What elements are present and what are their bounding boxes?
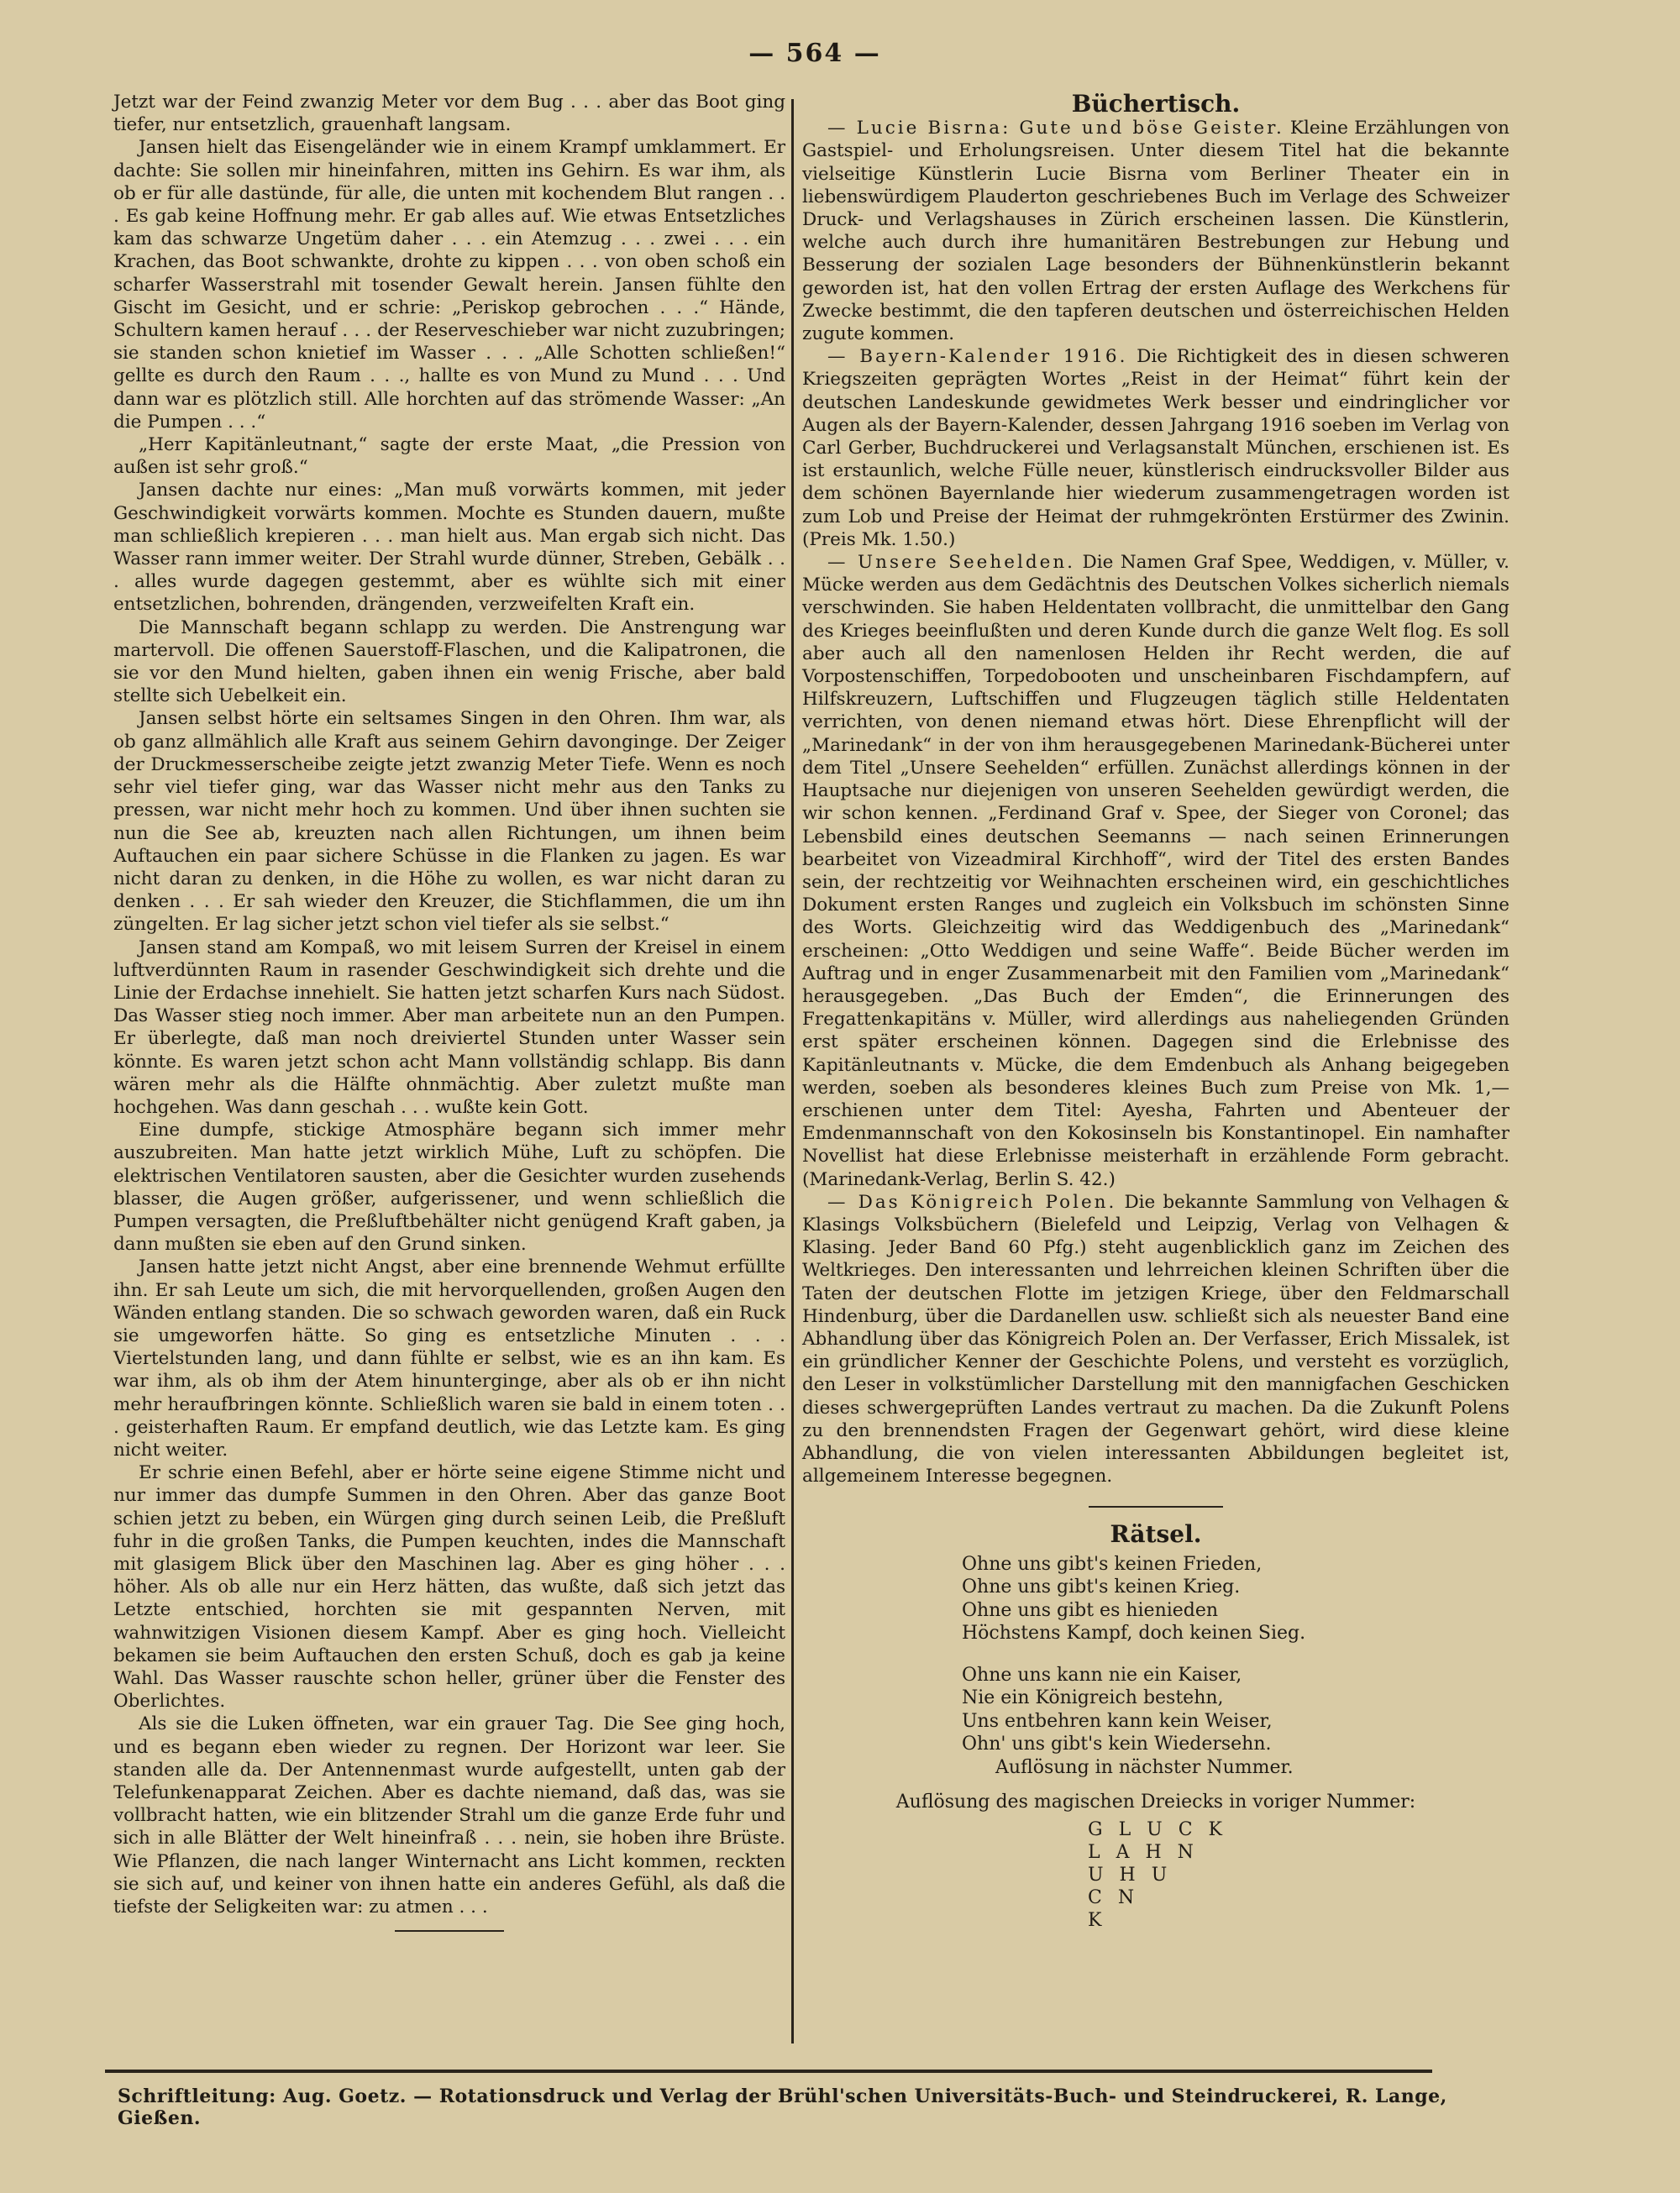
riddle-title: Rätsel. xyxy=(1110,1520,1202,1549)
story-paragraph: „Herr Kapitänleutnant,“ sagte der erste Maat, „die Pression von außen ist sehr groß.“ xyxy=(113,434,785,479)
triangle-row: L A H N xyxy=(1088,1842,1199,1864)
column-divider xyxy=(791,99,794,2043)
book-review-text: Die Namen Graf Spee, Weddigen, v. Müller, v. Mücke werden aus dem Gedächtnis des Deutschen Volkes sicherlich niemals verschwinden. Sie haben Heldentaten vollbracht, die unmittelbar den Gang des Krieges beeinflußten und deren Kunde durch die ganze Welt flog. Es soll aber auch all den namenlosen Helden ihr Recht werden, die auf Vorpostenschiffen, Torpedobooten und unscheinbaren Fischdampfern, auf Hilfskreuzern, Luftschiffen und Flugzeugen täglich stille Heldentaten verrichten, von denen niemand etwas hört. Diese Ehrenpflicht will der „Marinedank“ in der von ihm herausgegebenen Marinedank-Bücherei unter dem Titel „Unsere Seehelden“ erfüllen. Zunächst allerdings können in der Hauptsache nur diejenigen von unseren Seehelden gewürdigt werden, die wir schon kennen. „Ferdinand Graf v. Spee, der Sieger von Coronel; das Lebensbild eines deutschen Seemanns — nach seinen Erinnerungen bearbeitet von Vizeadmiral Kirchhoff“, wird der Titel des ersten Bandes sein, der rechtzeitig vor Weihnachten erscheinen wird, ein geschichtliches Dokument ersten Ranges und zugleich ein Volksbuch im schönsten Sinne des Worts. Gleichzeitig wird das Weddigenbuch des „Marinedank“ erscheinen: „Otto Weddigen und seine Waffe“. Beide Bücher werden im Auftrag und in enger Zusammenarbeit mit den Familien vom „Marinedank“ herausgegeben. „Das Buch der Emden“, die Erinnerungen des Fregattenkapitäns v. Müller, wird allerdings aus naheliegenden Gründen erst später erscheinen können. Dagegen sind die Erlebnisse des Kapitänleutnants v. Mücke, die dem Emdenbuch als Anhang beigegeben werden, soeben als besonderes kleines Buch zum Preise von Mk. 1,— erschienen unter dem Titel: Ayesha, Fahrten und Abenteuer der Emdenmannschaft von den Kokosinseln bis Konstantinopel. Ein namhafter Novellist hat diese Erlebnisse meisterhaft in erzählende Form gebracht. (Marinedank-Verlag, Berlin S. 42.) xyxy=(802,552,1510,1190)
story-end-rule xyxy=(395,1930,504,1932)
page-number: — 564 — xyxy=(748,39,881,68)
triangle-row: K xyxy=(1088,1910,1107,1932)
story-paragraph: Jetzt war der Feind zwanzig Meter vor dem Bug . . . aber das Boot ging tiefer, nur entsetzlich, grauenhaft langsam. xyxy=(113,92,785,136)
poem-line: Ohn' uns gibt's kein Wiedersehn. xyxy=(962,1734,1272,1755)
book-review xyxy=(802,345,1509,551)
footer-rule xyxy=(105,2070,1432,2073)
story-paragraph: Jansen dachte nur eines: „Man muß vorwärts kommen, mit jeder Geschwindigkeit vorwärts kommen. Mochte es Stunden dauern, mußte man schließlich krepieren . . . man hielt aus. Man ergab sich nicht. Das Wasser rann immer weiter. Der Strahl wurde dünner, Streben, Gebälk . . . alles wurde dagegen gestemmt, aber es wühlte sich mit einer entsetzlichen, bohrenden, drängenden, verzweifelten Kraft ein. xyxy=(113,480,785,616)
triangle-row: U H U xyxy=(1088,1865,1173,1886)
triangle-row: G L U C K xyxy=(1088,1819,1227,1841)
triangle-row: C N xyxy=(1088,1887,1140,1909)
book-review-lead: — Bayern-Kalender 1916. xyxy=(827,346,1128,368)
riddle-poem xyxy=(962,1553,1509,1780)
story-paragraph: Die Mannschaft begann schlapp zu werden. Die Anstrengung war martervoll. Die offenen Sauerstoff-Flaschen, und die Kalipatronen, die sie vor den Mund hielten, gaben ihnen ein wenig Frische, aber bald stellte sich Uebelkeit ein. xyxy=(113,616,785,707)
book-review xyxy=(802,1191,1509,1488)
book-review-lead: — Unsere Seehelden. xyxy=(827,552,1076,574)
poem-line: Ohne uns gibt's keinen Krieg. xyxy=(962,1577,1241,1598)
poem-line: Ohne uns kann nie ein Kaiser, xyxy=(962,1664,1242,1686)
story-paragraph: Jansen hielt das Eisengeländer wie in einem Krampf umklammert. Er dachte: Sie sollen mir hineinfahren, mitten ins Gehirn. Es war ihm, als ob er für alle dastünde, für alle, die unten mit kochendem Blut rangen . . . Es gab keine Hoffnung mehr. Er gab alles auf. Wie etwas Entsetzliches kam das schwarze Ungetüm daher . . . ein Atemzug . . . zwei . . . ein Krachen, das Boot schwankte, drohte zu kippen . . . von oben schoß ein scharfer Wasserstrahl mit tosender Gewalt herein. Jansen fühlte den Gischt im Gesicht, und er schrie: „Periskop gebrochen . . .“ Hände, Schultern kamen herauf . . . der Reserveschieber war nicht zuzubringen; sie standen schon knietief im Wasser . . . „Alle Schotten schließen!“ gellte es durch den Raum . . ., hallte es von Mund zu Mund . . . Und dann war es plötzlich still. Alle horchten auf das strömende Wasser: „An die Pumpen . . .“ xyxy=(113,137,785,433)
story-paragraph: Eine dumpfe, stickige Atmosphäre begann sich immer mehr auszubreiten. Man hatte jetzt wirklich Mühe, Luft zu schöpfen. Die elektrischen Ventilatoren sausten, aber die Gesichter wurden zusehends blasser, die Augen größer, aufgerissener, und wenn schließlich die Pumpen versagten, die Preßluftbehälter nicht genügend Kraft gaben, ja dann mußten sie eben auf den Grund sinken. xyxy=(113,1120,785,1256)
book-review-lead: — Das Königreich Polen. xyxy=(827,1191,1117,1213)
poem-line: Ohne uns gibt es hienieden xyxy=(962,1599,1219,1621)
book-review-text: Die bekannte Sammlung von Velhagen & Klasings Volksbüchern (Bielefeld und Leipzig, Verlag von Velhagen & Klasing. Jeder Band 60 Pfg.) steht augenblicklich ganz im Zeichen des Weltkrieges. Den interessanten und lehrreichen kleinen Schriften über die Taten der deutschen Flotte im jetzigen Kriege, über den Feldmarschall Hindenburg, über die Dardanellen usw. schließt sich als neuester Band eine Abhandlung über das Königreich Polen an. Der Verfasser, Erich Missalek, ist ein gründlicher Kenner der Geschichte Polens, und versteht es vorzüglich, den Leser in volkstümlicher Darstellung mit den mannigfachen Geschicken dieses schwergeprüften Landes vertraut zu machen. Da die Zukunft Polens zu den brennendsten Fragen der Gegenwart gehört, wird diese kleine Abhandlung, die von vielen interessanten Abbildungen begleitet ist, allgemeinem Interesse begegnen. xyxy=(802,1191,1509,1487)
book-review xyxy=(802,551,1509,1191)
story-paragraph: Als sie die Luken öffneten, war ein grauer Tag. Die See ging hoch, und es begann eben wieder zu regnen. Der Horizont war leer. Sie standen alle da. Der Antennenmast wurde aufgestellt, unten gab der Telefunkenapparat Zeichen. Aber es dachte niemand, daß das, was sie vollbracht hatten, wie ein blitzender Strahl um die ganze Erde fuhr und sich in alle Blätter der Welt hineinfraß . . . nein, sie hoben ihre Brüste. Wie Pflanzen, die nach langer Winternacht ans Licht kommen, reckten sie sich auf, und keiner von ihnen hatte ein anderes Gefühl, als daß die tiefste der Seligkeiten war: zu atmen . . . xyxy=(113,1713,785,1918)
books-column xyxy=(802,91,1509,1932)
poem-line: Uns entbehren kann kein Weiser, xyxy=(962,1710,1273,1732)
story-paragraph: Er schrie einen Befehl, aber er hörte seine eigene Stimme nicht und nur immer das dumpfe Summen in den Ohren. Aber das ganze Boot schien jetzt zu beben, ein Würgen ging durch seinen Leib, die Preßluft fuhr in die großen Tanks, die Pumpen keuchten, indes die Mannschaft mit glasigem Blick über den Maschinen lag. Aber es ging höher . . . höher. Als ob alle nur ein Herz hätten, das wußte, daß sich jetzt das Letzte entschied, horchten sie mit gespannten Nerven, mit wahnwitzigen Visionen diesem Kampf. Aber es ging hoch. Vielleicht bekamen sie beim Auftauchen den ersten Schuß, doch es gab ja keine Wahl. Das Wasser rauschte schon heller, grüner über die Fenster des Oberlichtes. xyxy=(113,1462,785,1713)
story-paragraph: Jansen selbst hörte ein seltsames Singen in den Ohren. Ihm war, als ob ganz allmählich alle Kraft aus seinem Gehirn davonginge. Der Zeiger der Druckmesserscheibe zeigte jetzt zwanzig Meter Tiefe. Wenn es noch sehr viel tiefer ging, war das Wasser nicht mehr aus den Tanks zu pressen, war nicht mehr hoch zu kommen. Und über ihnen suchten sie nun die See ab, kreuzten nach allen Richtungen, um ihnen beim Auftauchen ein paar sichere Schüsse in die Flanken zu jagen. Es war nicht daran zu denken, in die Höhe zu wollen, es war nicht daran zu denken . . . Er sah wieder den Kreuzer, die Stichflammen, die um ihn züngelten. Er lag sicher jetzt schon viel tiefer als sie selbst.“ xyxy=(113,708,785,936)
book-review-lead: — Lucie Bisrna: Gute und böse Geister. xyxy=(827,118,1284,139)
magic-triangle xyxy=(1088,1818,1509,1932)
poem-line: Ohne uns gibt's keinen Frieden, xyxy=(962,1553,1263,1575)
story-column xyxy=(113,91,785,1932)
section-divider xyxy=(1089,1506,1223,1508)
solution-title: Auflösung des magischen Dreiecks in voriger Nummer: xyxy=(895,1792,1416,1813)
poem-line: Höchstens Kampf, doch keinen Sieg. xyxy=(962,1623,1306,1645)
riddle-note: Auflösung in nächster Nummer. xyxy=(995,1756,1294,1778)
book-review-text: Kleine Erzählungen von Gastspiel- und Erholungsreisen. Unter diesem Titel hat die bekannte vielseitige Künstlerin Lucie Bisrna vom Berliner Theater ein in liebenswürdigem Plauderton geschriebenes Buch im Verlage des Schweizer Druck- und Verlagshauses in Zürich erscheinen lassen. Die Künstlerin, welche auch durch ihre humanitären Bestrebungen zur Hebung und Besserung der sozialen Lage besonders der Bühnenkünstlerin bekannt geworden ist, hat den vollen Ertrag der ersten Auflage des Werkchens für Zwecke bestimmt, die den tapferen deutschen und österreichischen Helden zugute kommen. xyxy=(802,118,1509,345)
book-review-text: Die Richtigkeit des in diesen schweren Kriegszeiten geprägten Wortes „Reist in der Heimat“ führt kein der deutschen Landeskunde gewidmetes Werk besser und eindringlicher vor Augen als der Bayern-Kalender, dessen Jahrgang 1916 soeben im Verlag von Carl Gerber, Buchdruckerei und Verlagsanstalt München, erschienen ist. Es ist erstaunlich, welche Fülle neuer, künstlerisch eindrucksvoller Bilder aus dem schönen Bayernlande hier wiederum zusammengetragen worden ist zum Lob und Preise der Heimat der ruhmgekrönten Erstürmer des Zwinin. (Preis Mk. 1.50.) xyxy=(802,346,1509,550)
imprint-footer: Schriftleitung: Aug. Goetz. — Rotationsdruck und Verlag der Brühl'schen Universitäts-Buch- und Steindruckerei, R. Lange, Gießen. xyxy=(118,2085,1447,2129)
story-paragraph: Jansen hatte jetzt nicht Angst, aber eine brennende Wehmut erfüllte ihn. Er sah Leute um sich, die mit hervorquellenden, großen Augen den Wänden entlang standen. Die so schwach geworden waren, daß ein Ruck sie umgeworfen hätte. So ging es entsetzliche Minuten . . . Viertelstunden lang, und dann fühlte er selbst, wie es an ihn kam. Es war ihm, als ob ihm der Atem hinunterginge, aber als ob er ihn nicht mehr heraufbringen könnte. Schließlich waren sie bald in einem toten . . . geisterhaften Raum. Er empfand deutlich, wie das Letzte kam. Es ging nicht weiter. xyxy=(113,1257,785,1461)
book-review xyxy=(802,117,1509,345)
poem-line: Nie ein Königreich bestehn, xyxy=(962,1687,1224,1709)
section-title: Büchertisch. xyxy=(1071,90,1241,118)
story-paragraph: Jansen stand am Kompaß, wo mit leisem Surren der Kreisel in einem luftverdünnten Raum in rasender Geschwindigkeit sich drehte und die Linie der Erdachse innehielt. Sie hatten jetzt scharfen Kurs nach Südost. Das Wasser stieg noch immer. Aber man arbeitete nun an den Pumpen. Er überlegte, daß man noch dreiviertel Stunden unter Wasser sein könnte. Es waren jetzt schon acht Mann vollständig schlapp. Bis dann wären mehr als die Hälfte ohnmächtig. Aber zuletzt mußte man hochgehen. Was dann geschah . . . wußte kein Gott. xyxy=(113,936,785,1118)
